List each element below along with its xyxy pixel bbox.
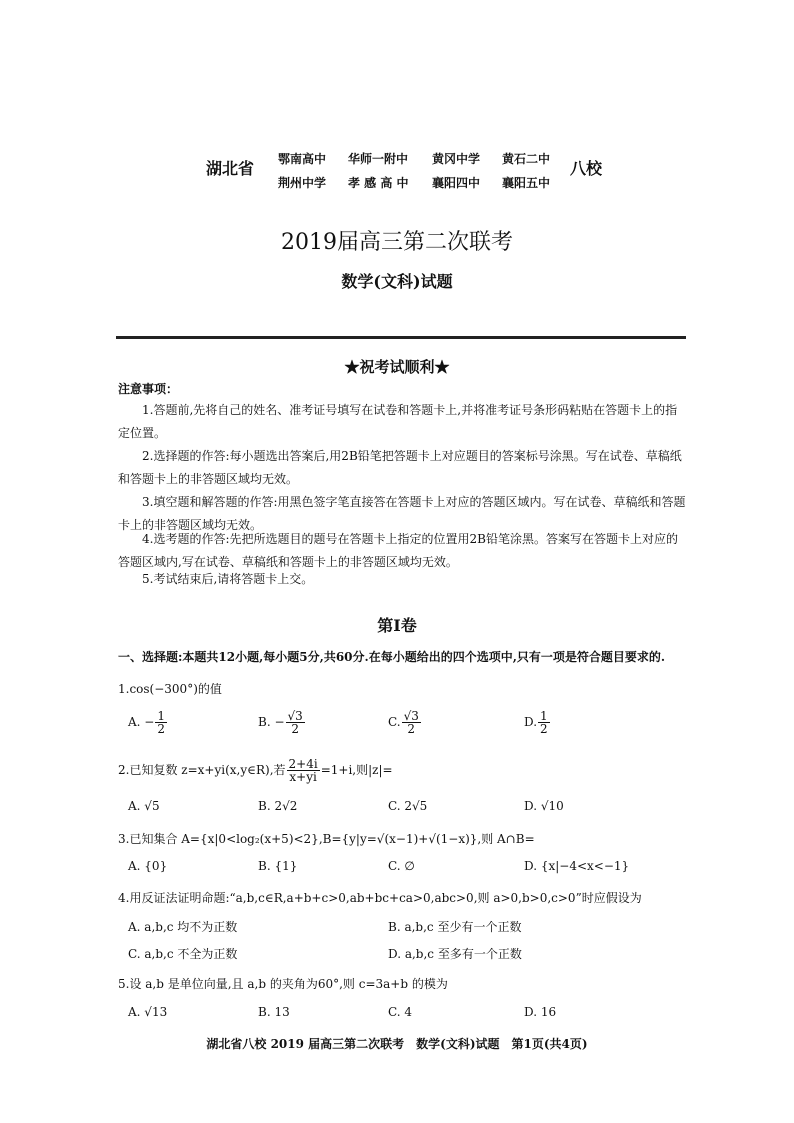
q3-option-c: C. ∅: [388, 859, 415, 873]
notice-item: 5.考试结束后,请将答题卡上交。: [142, 572, 314, 586]
q1-option-a: A. − $\frac{1}{2}$: [128, 709, 165, 736]
q2-option-b: B. 2√2: [258, 799, 298, 813]
school-name: 荆州中学: [278, 176, 327, 190]
school-name: 襄阳四中: [432, 176, 481, 190]
q5-option-d: D. 16: [524, 1005, 557, 1019]
section-instructions: 一、选择题:本题共12小题,每小题5分,共60分.在每小题给出的四个选项中,只有一项是符合题目要求的.: [118, 650, 666, 664]
q5-option-a: A. √13: [128, 1005, 168, 1019]
province-label: 湖北省: [206, 159, 255, 178]
q2-option-d: D. √10: [524, 799, 564, 813]
q3-option-a: A. {0}: [128, 859, 168, 873]
divider: [116, 336, 686, 339]
q4-option-d: D. a,b,c 至多有一个正数: [388, 947, 522, 961]
good-luck-banner: ★祝考试顺利★: [344, 358, 450, 376]
question-2-stem: 2.已知复数 z=x+yi(x,y∈R),若 $\frac{2+4i}{x+yi}$ =1+i,则|z|=: [118, 757, 393, 784]
notice-item: 2.选择题的作答:每小题选出答案后,用2B铅笔把答题卡上对应题目的答案标号涂黑。写在试卷、草稿纸和答题卡上的非答题区域均无效。: [118, 449, 682, 486]
question-4-stem: 4.用反证法证明命题:“a,b,c∈R,a+b+c>0,ab+bc+ca>0,abc>0,则 a>0,b>0,c>0”时应假设为: [118, 891, 642, 905]
school-name: 黄冈中学: [432, 152, 481, 166]
q2-option-c: C. 2√5: [388, 799, 428, 813]
q5-option-c: C. 4: [388, 1005, 413, 1019]
school-name: 鄂南高中: [278, 152, 327, 166]
q5-option-b: B. 13: [258, 1005, 290, 1019]
question-1-stem: 1.cos(−300°)的值: [118, 682, 222, 696]
page-footer: 湖北省八校 2019 届高三第二次联考 数学(文科)试题 第1页(共4页): [206, 1037, 588, 1051]
question-3-stem: 3.已知集合 A={x|0<log₂(x+5)<2},B={y|y=√(x−1)+√(1−x)},则 A∩B=: [118, 832, 535, 846]
exam-subtitle: 数学(文科)试题: [341, 272, 453, 291]
q3-option-b: B. {1}: [258, 859, 298, 873]
notice-item: 3.填空题和解答题的作答:用黑色签字笔直接答在答题卡上对应的答题区域内。写在试卷、草稿纸和答题卡上的非答题区域均无效。: [118, 495, 686, 532]
q1-option-c: C. $\frac{√3}{2}$: [388, 709, 419, 736]
question-5-stem: 5.设 a,b 是单位向量,且 a,b 的夹角为60°,则 c=3a+b 的模为: [118, 977, 448, 991]
notice-item: 4.选考题的作答:先把所选题目的题号在答题卡上指定的位置用2B铅笔涂黑。答案写在答题卡上对应的答题区域内,写在试卷、草稿纸和答题卡上的非答题区域均无效。: [118, 532, 678, 569]
school-name: 孝 感 高 中: [348, 176, 409, 190]
exam-title: 2019届高三第二次联考: [281, 230, 513, 255]
section-heading: 第Ⅰ卷: [377, 616, 417, 635]
q4-option-b: B. a,b,c 至少有一个正数: [388, 920, 522, 934]
q3-option-d: D. {x|−4<x<−1}: [524, 859, 630, 873]
q2-option-a: A. √5: [128, 799, 160, 813]
q4-option-a: A. a,b,c 均不为正数: [128, 920, 238, 934]
q1-option-d: D. $\frac{1}{2}$: [524, 709, 548, 736]
school-name: 襄阳五中: [502, 176, 551, 190]
q4-option-c: C. a,b,c 不全为正数: [128, 947, 238, 961]
eight-schools-label: 八校: [570, 159, 603, 178]
school-name: 黄石二中: [502, 152, 551, 166]
school-name: 华师一附中: [348, 152, 409, 166]
q1-option-b: B. − $\frac{√3}{2}$: [258, 709, 303, 736]
notice-title: 注意事项：: [118, 382, 179, 396]
notice-item: 1.答题前,先将自己的姓名、准考证号填写在试卷和答题卡上,并将准考证号条形码粘贴在答题卡上的指定位置。: [118, 403, 678, 440]
